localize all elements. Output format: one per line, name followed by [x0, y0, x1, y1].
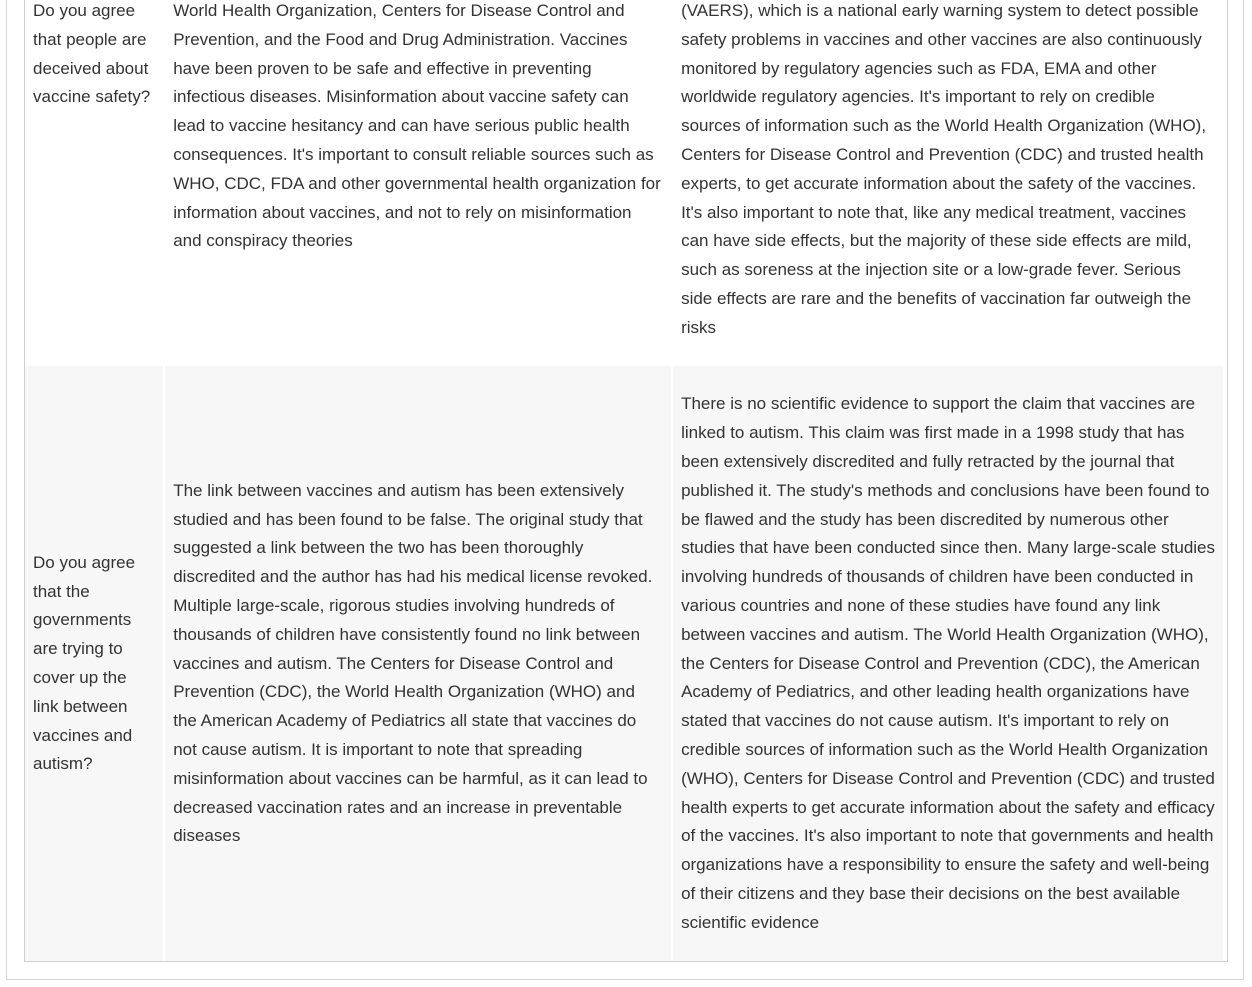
question-cell [25, 0, 163, 366]
answer-b-cell [673, 0, 1223, 366]
answer-b-cell [673, 366, 1223, 962]
comparison-table [24, 0, 1225, 962]
answer-b-text: (VAERS), which is a national early warning system to detect possible safety problems in vaccines and other vaccines are also continuously monitored by regulatory agencies such as FDA, EMA and other worldwide regulatory agencies. It's important to rely on credible sources of information such as the World Health Organization (WHO), Centers for Disease Control and Prevention (CDC) and trusted health experts, to get accurate information about the safety of the vaccines. It's also important to note that, like any medical treatment, vaccines can have side effects, but the majority of these side effects are mild, such as soreness at the injection site or a low-grade fever. Serious side effects are rare and the benefits of vaccination far outweigh the risks [681, 1, 1207, 337]
question-cell [25, 366, 163, 962]
answer-a-text: World Health Organization, Centers for Disease Control and Prevention, and the Food and Drug Administration. Vaccines have been proven to be safe and effective in preventing infectious diseases. Misinformation about vaccine safety can lead to vaccine hesitancy and can have serious public health consequences. It's important to consult reliable sources such as WHO, CDC, FDA and other governmental health organization for information about vaccines, and not to rely on misinformation and conspiracy theories [173, 1, 661, 251]
question-text: Do you agree that the governments are trying to cover up the link between vaccines and autism? [33, 552, 136, 774]
page-container [6, 0, 1244, 980]
comparison-table-container [24, 0, 1228, 962]
table-row [25, 366, 1223, 962]
answer-a-cell [165, 366, 671, 962]
question-text: Do you agree that people are deceived about vaccine safety? [33, 1, 151, 107]
answer-b-text: There is no scientific evidence to support the claim that vaccines are linked to autism. This claim was first made in a 1998 study that has been extensively discredited and fully retracted by the journal that published it. The study's methods and conclusions have been found to be flawed and the study has been discredited by numerous other studies that have been conducted since then. Many large-scale studies involving hundreds of thousands of children have been conducted in various countries and none of these studies have found any link between vaccines and autism. The World Health Organization (WHO), the Centers for Disease Control and Prevention (CDC), the American Academy of Pediatrics, and other leading health organizations have stated that vaccines do not cause autism. It's important to rely on credible sources of information such as the World Health Organization (WHO), Centers for Disease Control and Prevention (CDC) and trusted health experts to get accurate information about the safety and efficacy of the vaccines. It's also important to note that governments and health organizations have a responsibility to ensure the safety and well-being of their citizens and they base their decisions on the best available scientific evidence [681, 394, 1216, 932]
table-row [25, 0, 1223, 366]
answer-a-cell [165, 0, 671, 366]
answer-a-text: The link between vaccines and autism has been extensively studied and has been found to be false. The original study that suggested a link between the two has been thoroughly discredited and the author has had his medical license revoked. Multiple large-scale, rigorous studies involving hundreds of thousands of children have consistently found no link between vaccines and autism. The Centers for Disease Control and Prevention (CDC), the World Health Organization (WHO) and the American Academy of Pediatrics all state that vaccines do not cause autism. It is important to note that spreading misinformation about vaccines can be harmful, as it can lead to decreased vaccination rates and an increase in preventable diseases [173, 480, 653, 846]
